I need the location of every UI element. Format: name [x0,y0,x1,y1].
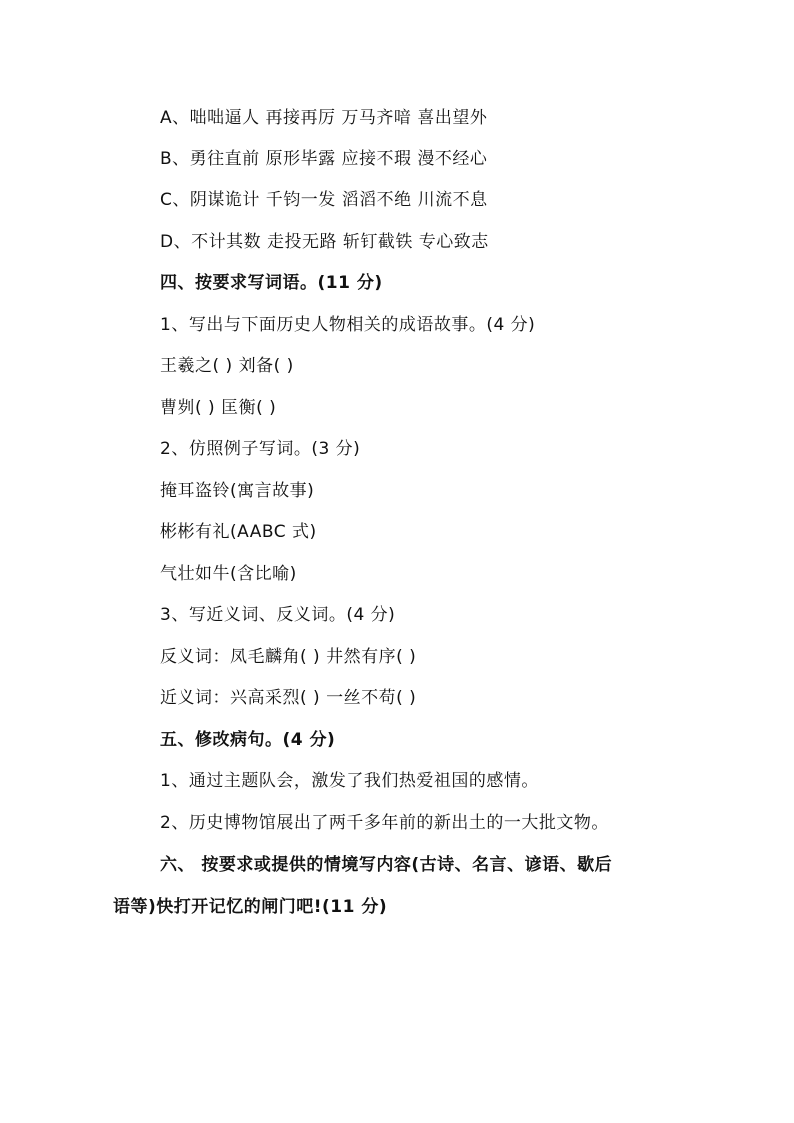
option-c: C、阴谋诡计 千钧一发 滔滔不绝 川流不息 [160,190,488,210]
example-fable: 掩耳盗铃(寓言故事) [160,481,315,501]
sentence-2: 2、历史博物馆展出了两千多年前的新出土的一大批文物。 [160,813,609,833]
example-simile: 气壮如牛(含比喻) [160,564,297,584]
option-d: D、不计其数 走投无路 斩钉截铁 专心致志 [160,232,489,252]
option-b: B、勇往直前 原形毕露 应接不瑕 漫不经心 [160,149,488,169]
section-four-heading: 四、按要求写词语。(11 分) [160,273,383,293]
question-3-prompt: 3、写近义词、反义词。(4 分) [160,605,396,625]
antonym-row: 反义词：凤毛麟角( ) 井然有序( ) [160,647,417,667]
question-1-row-2: 曹刿( ) 匡衡( ) [160,398,277,418]
section-six-heading-line-1: 六、 按要求或提供的情境写内容(古诗、名言、谚语、歇后 [160,855,613,875]
synonym-row: 近义词：兴高采烈( ) 一丝不苟( ) [160,688,417,708]
sentence-1: 1、通过主题队会，激发了我们热爱祖国的感情。 [160,771,539,791]
question-2-prompt: 2、仿照例子写词。(3 分) [160,439,361,459]
question-1-row-1: 王羲之( ) 刘备( ) [160,356,294,376]
section-six-heading-line-2: 语等)快打开记忆的闸门吧!(11 分) [113,897,388,917]
option-a: A、咄咄逼人 再接再厉 万马齐喑 喜出望外 [160,108,488,128]
section-five-heading: 五、修改病句。(4 分) [160,730,336,750]
question-1-prompt: 1、写出与下面历史人物相关的成语故事。(4 分) [160,315,536,335]
example-aabc: 彬彬有礼(AABC 式) [160,522,317,542]
